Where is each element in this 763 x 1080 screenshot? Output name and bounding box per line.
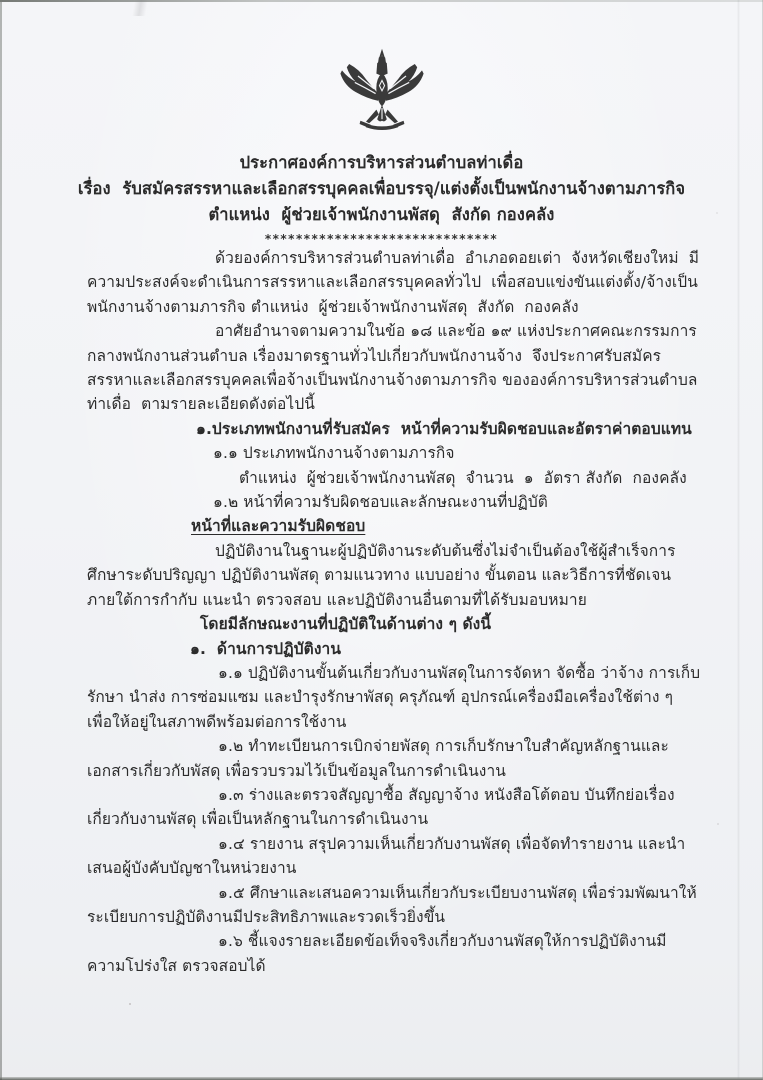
task-item-2: ๑.๒ ทำทะเบียนการเบิกจ่ายพัสดุ การเก็บรักษาใบสำคัญหลักฐานและเอกสารเกี่ยวกับพัสดุ เพื่อรวบรวมไว้เป็นข้อมูลในการดำเนินงาน	[87, 737, 669, 780]
tasks-group-heading: ๑. ด้านการปฏิบัติงาน	[190, 639, 342, 658]
scan-speck	[717, 823, 719, 825]
section1-item-1-2: ๑.๒ หน้าที่ความรับผิดชอบและลักษณะงานที่ปฏิบัติ	[213, 493, 548, 512]
asterisk-divider: ******************************	[264, 232, 499, 246]
announcement-position: ตำแหน่ง ผู้ช่วยเจ้าพนักงานพัสดุ สังกัด กองคลัง	[208, 205, 555, 224]
section1-item-1-1: ๑.๑ ประเภทพนักงานจ้างตามภารกิจ	[213, 444, 455, 463]
task-item-5: ๑.๕ ศึกษาและเสนอความเห็นเกี่ยวกับระเบียบงานพัสดุ เพื่อร่วมพัฒนาให้ระเบียบการปฏิบัติงานมีประสิทธิภาพและรวดเร็วยิ่งขึ้น	[87, 883, 697, 926]
document-body	[87, 246, 702, 978]
document-header	[0, 150, 763, 248]
announcement-subject: เรื่อง รับสมัครสรรหาและเลือกสรรบุคคลเพื่อบรรจุ/แต่งตั้งเป็นพนักงานจ้างตามภารกิจ	[77, 179, 686, 198]
duty-paragraph: ปฏิบัติงานในฐานะผู้ปฏิบัติงานระดับต้นซึ่งไม่จำเป็นต้องใช้ผู้สำเร็จการศึกษาระดับปริญญา ปฏิบัติงานพัสดุ ตามแนวทาง แบบอย่าง ขั้นตอน และวิธีการที่ชัดเจน ภายใต้การกำกับ แนะนำ ตรวจสอบ และปฏิบัติงานอื่นตามที่ได้รับมอบหมาย	[87, 541, 677, 609]
task-item-4: ๑.๔ รายงาน สรุปความเห็นเกี่ยวกับงานพัสดุ เพื่อจัดทำรายงาน และนำเสนอผู้บังคับบัญชาในหน่วยงาน	[87, 834, 686, 878]
task-item-6: ๑.๖ ชี้แจงรายละเอียดข้อเท็จจริงเกี่ยวกับงานพัสดุให้การปฏิบัติงานมีความโปร่งใส ตรวจสอบได้	[87, 932, 667, 975]
tasks-lead-line: โดยมีลักษณะงานที่ปฏิบัติในด้านต่าง ๆ ดังนี้	[200, 615, 492, 634]
section1-heading: ๑.ประเภทพนักงานที่รับสมัคร หน้าที่ความรับผิดชอบและอัตราค่าตอบแทน	[196, 419, 692, 438]
scan-speck	[129, 1003, 131, 1005]
task-item-3: ๑.๓ ร่างและตรวจสัญญาซื้อ สัญญาจ้าง หนังสือโต้ตอบ บันทึกย่อเรื่องเกี่ยวกับงานพัสดุ เพื่อเป็นหลักฐานในการดำเนินงาน	[87, 785, 675, 829]
paper-crease-top	[108, 0, 172, 16]
garuda-emblem-icon	[0, 47, 763, 149]
task-item-1: ๑.๑ ปฏิบัติงานขั้นต้นเกี่ยวกับงานพัสดุในการจัดหา จัดซื้อ ว่าจ้าง การเก็บรักษา นำส่ง การซ่อมแซม และบำรุงรักษาพัสดุ ครุภัณฑ์ อุปกรณ์เครื่องมือเครื่องใช้ต่าง ๆ เพื่อให้อยู่ในสภาพดีพร้อมต่อการใช้งาน	[87, 663, 701, 731]
intro-paragraph-1: ด้วยองค์การบริหารส่วนตำบลท่าเดื่อ อำเภอดอยเต่า จังหวัดเชียงใหม่ มีความประสงค์จะดำเนินการสรรหาและเลือกสรรบุคคลทั่วไป เพื่อสอบแข่งขันแต่งตั้ง/จ้างเป็นพนักงานจ้างตามภารกิจ ตำแหน่ง ผู้ช่วยเจ้าพนักงานพัสดุ สังกัด กองคลัง	[87, 249, 700, 316]
duty-heading: หน้าที่และความรับผิดชอบ	[191, 517, 366, 536]
announcement-org-title: ประกาศองค์การบริหารส่วนตำบลท่าเดื่อ	[239, 153, 524, 172]
section1-position-line: ตำแหน่ง ผู้ช่วยเจ้าพนักงานพัสดุ จำนวน ๑ อัตรา สังกัด กองคลัง	[239, 468, 687, 487]
intro-paragraph-2: อาศัยอำนาจตามความในข้อ ๑๘ และข้อ ๑๙ แห่งประกาศคณะกรรมการกลางพนักงานส่วนตำบล เรื่องมาตรฐานทั่วไปเกี่ยวกับพนักงานจ้าง จึงประกาศรับสมัครสรรหาและเลือกสรรบุคคลเพื่อจ้างเป็นพนักงานจ้างตามภารกิจ ขององค์การบริหารส่วนตำบลท่าเดื่อ ตามรายละเอียดดังต่อไปนี้	[87, 322, 698, 414]
